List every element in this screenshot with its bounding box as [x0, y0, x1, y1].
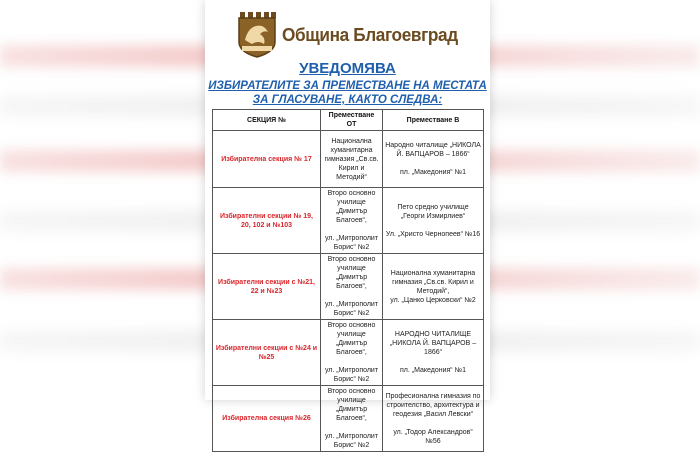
line-gap [385, 221, 481, 230]
notice-title: УВЕДОМЯВА [299, 60, 396, 77]
notice-subtitle-line2: ЗА ГЛАСУВАНЕ, КАКТО СЛЕДВА: [252, 94, 443, 106]
from-line: гимназия „Св.св. [324, 155, 379, 163]
notice-subtitle-line1: ИЗБИРАТЕЛИТЕ ЗА ПРЕМЕСТВАНЕ НА МЕСТАТА [208, 80, 487, 92]
to-line: ул. „Цанко Церковски“ №2 [390, 296, 476, 304]
from-line: училище „Димитър [335, 331, 368, 347]
to-cell [383, 320, 484, 386]
to-cell [383, 386, 484, 452]
to-line: „НИКОЛА Й. ВАПЦАРОВ – [389, 340, 477, 347]
to-line: „Георги Измирлиев“ [400, 212, 466, 220]
to-line: Пето средно училище [397, 203, 469, 211]
from-line: Кирил и Методий“ [336, 164, 367, 181]
to-line: Народно читалище „НИКОЛА [385, 142, 481, 149]
from-line: ул. „Митрополит [324, 301, 379, 308]
line-gap [323, 225, 380, 234]
from-line: ул. „Митрополит [324, 367, 379, 374]
to-cell [383, 131, 484, 188]
notice-document [205, 0, 490, 449]
line-gap [323, 423, 380, 432]
to-line: Национална хуманитарна [390, 269, 476, 277]
to-line: №56 [425, 437, 441, 445]
to-line: гимназия „Св.св. Кирил и [392, 278, 474, 286]
to-cell [383, 188, 484, 254]
from-line: Благоев“, [336, 283, 367, 290]
line-gap [385, 419, 481, 428]
org-name: Община Благоевград [282, 24, 458, 45]
line-gap [323, 357, 380, 366]
relocation-table [212, 109, 484, 452]
to-line: НАРОДНО ЧИТАЛИЩЕ [394, 331, 472, 338]
from-line: Благоев“, [336, 217, 367, 224]
from-cell [321, 188, 383, 254]
from-line: Национална [331, 137, 372, 145]
from-line: Второ основно [327, 190, 376, 197]
to-cell [383, 254, 484, 320]
to-line: ул. „Тодор Александров“ [393, 428, 473, 436]
from-line: Борис“ №2 [333, 310, 370, 317]
from-line: училище „Димитър [335, 265, 368, 281]
column-header-from: Преместване ОТ [321, 110, 383, 131]
to-line: Методий“, [416, 287, 450, 295]
table-row [213, 254, 484, 320]
line-gap [385, 159, 481, 168]
from-line: Второ основно [327, 256, 376, 263]
line-gap [323, 291, 380, 300]
column-header-section: СЕКЦИЯ № [213, 110, 321, 131]
from-line: хуманитарна [330, 146, 373, 154]
from-line: ул. „Митрополит [324, 235, 379, 242]
to-line: пл. „Македония“ №1 [399, 169, 466, 176]
to-line: Й. ВАПЦАРОВ – 1866“ [396, 151, 470, 158]
section-cell: Избирателни секции № 19, 20, 102 и №103 [213, 188, 321, 254]
from-cell [321, 320, 383, 386]
to-line: геодезия „Васил Левски“ [393, 410, 473, 418]
section-cell: Избирателни секции с №24 и №25 [213, 320, 321, 386]
table-row [213, 188, 484, 254]
from-line: Борис“ №2 [333, 442, 370, 449]
section-cell: Избирателна секция №26 [213, 386, 321, 452]
from-line: Благоев“, [336, 349, 367, 356]
line-gap [385, 357, 481, 366]
from-line: Борис“ №2 [333, 376, 370, 383]
from-cell [321, 254, 383, 320]
table-row [213, 386, 484, 452]
from-line: ул. „Митрополит [324, 433, 379, 440]
column-header-to: Преместване В [383, 110, 484, 131]
crest-icon [238, 12, 276, 58]
section-cell: Избирателна секция № 17 [213, 131, 321, 188]
to-line: пл. „Македония“ №1 [399, 367, 466, 374]
from-cell [321, 386, 383, 452]
to-line: Ул. „Христо Чернопеев“ №16 [385, 230, 481, 238]
table-header-row [213, 110, 484, 131]
from-line: Второ основно [327, 388, 376, 395]
to-line: строителство, архитектура и [386, 401, 480, 409]
municipality-logo [238, 12, 478, 58]
from-line: училище „Димитър [335, 397, 368, 413]
section-cell: Избирателни секции с №21, 22 и №23 [213, 254, 321, 320]
table-row [213, 320, 484, 386]
from-line: Борис“ №2 [333, 244, 370, 251]
from-line: Второ основно [327, 322, 376, 329]
from-cell [321, 131, 383, 188]
to-line: Професионална гимназия по [385, 392, 481, 400]
from-line: училище „Димитър [335, 199, 368, 215]
table-row [213, 131, 484, 188]
to-line: 1866“ [424, 349, 442, 356]
from-line: Благоев“, [336, 415, 367, 422]
